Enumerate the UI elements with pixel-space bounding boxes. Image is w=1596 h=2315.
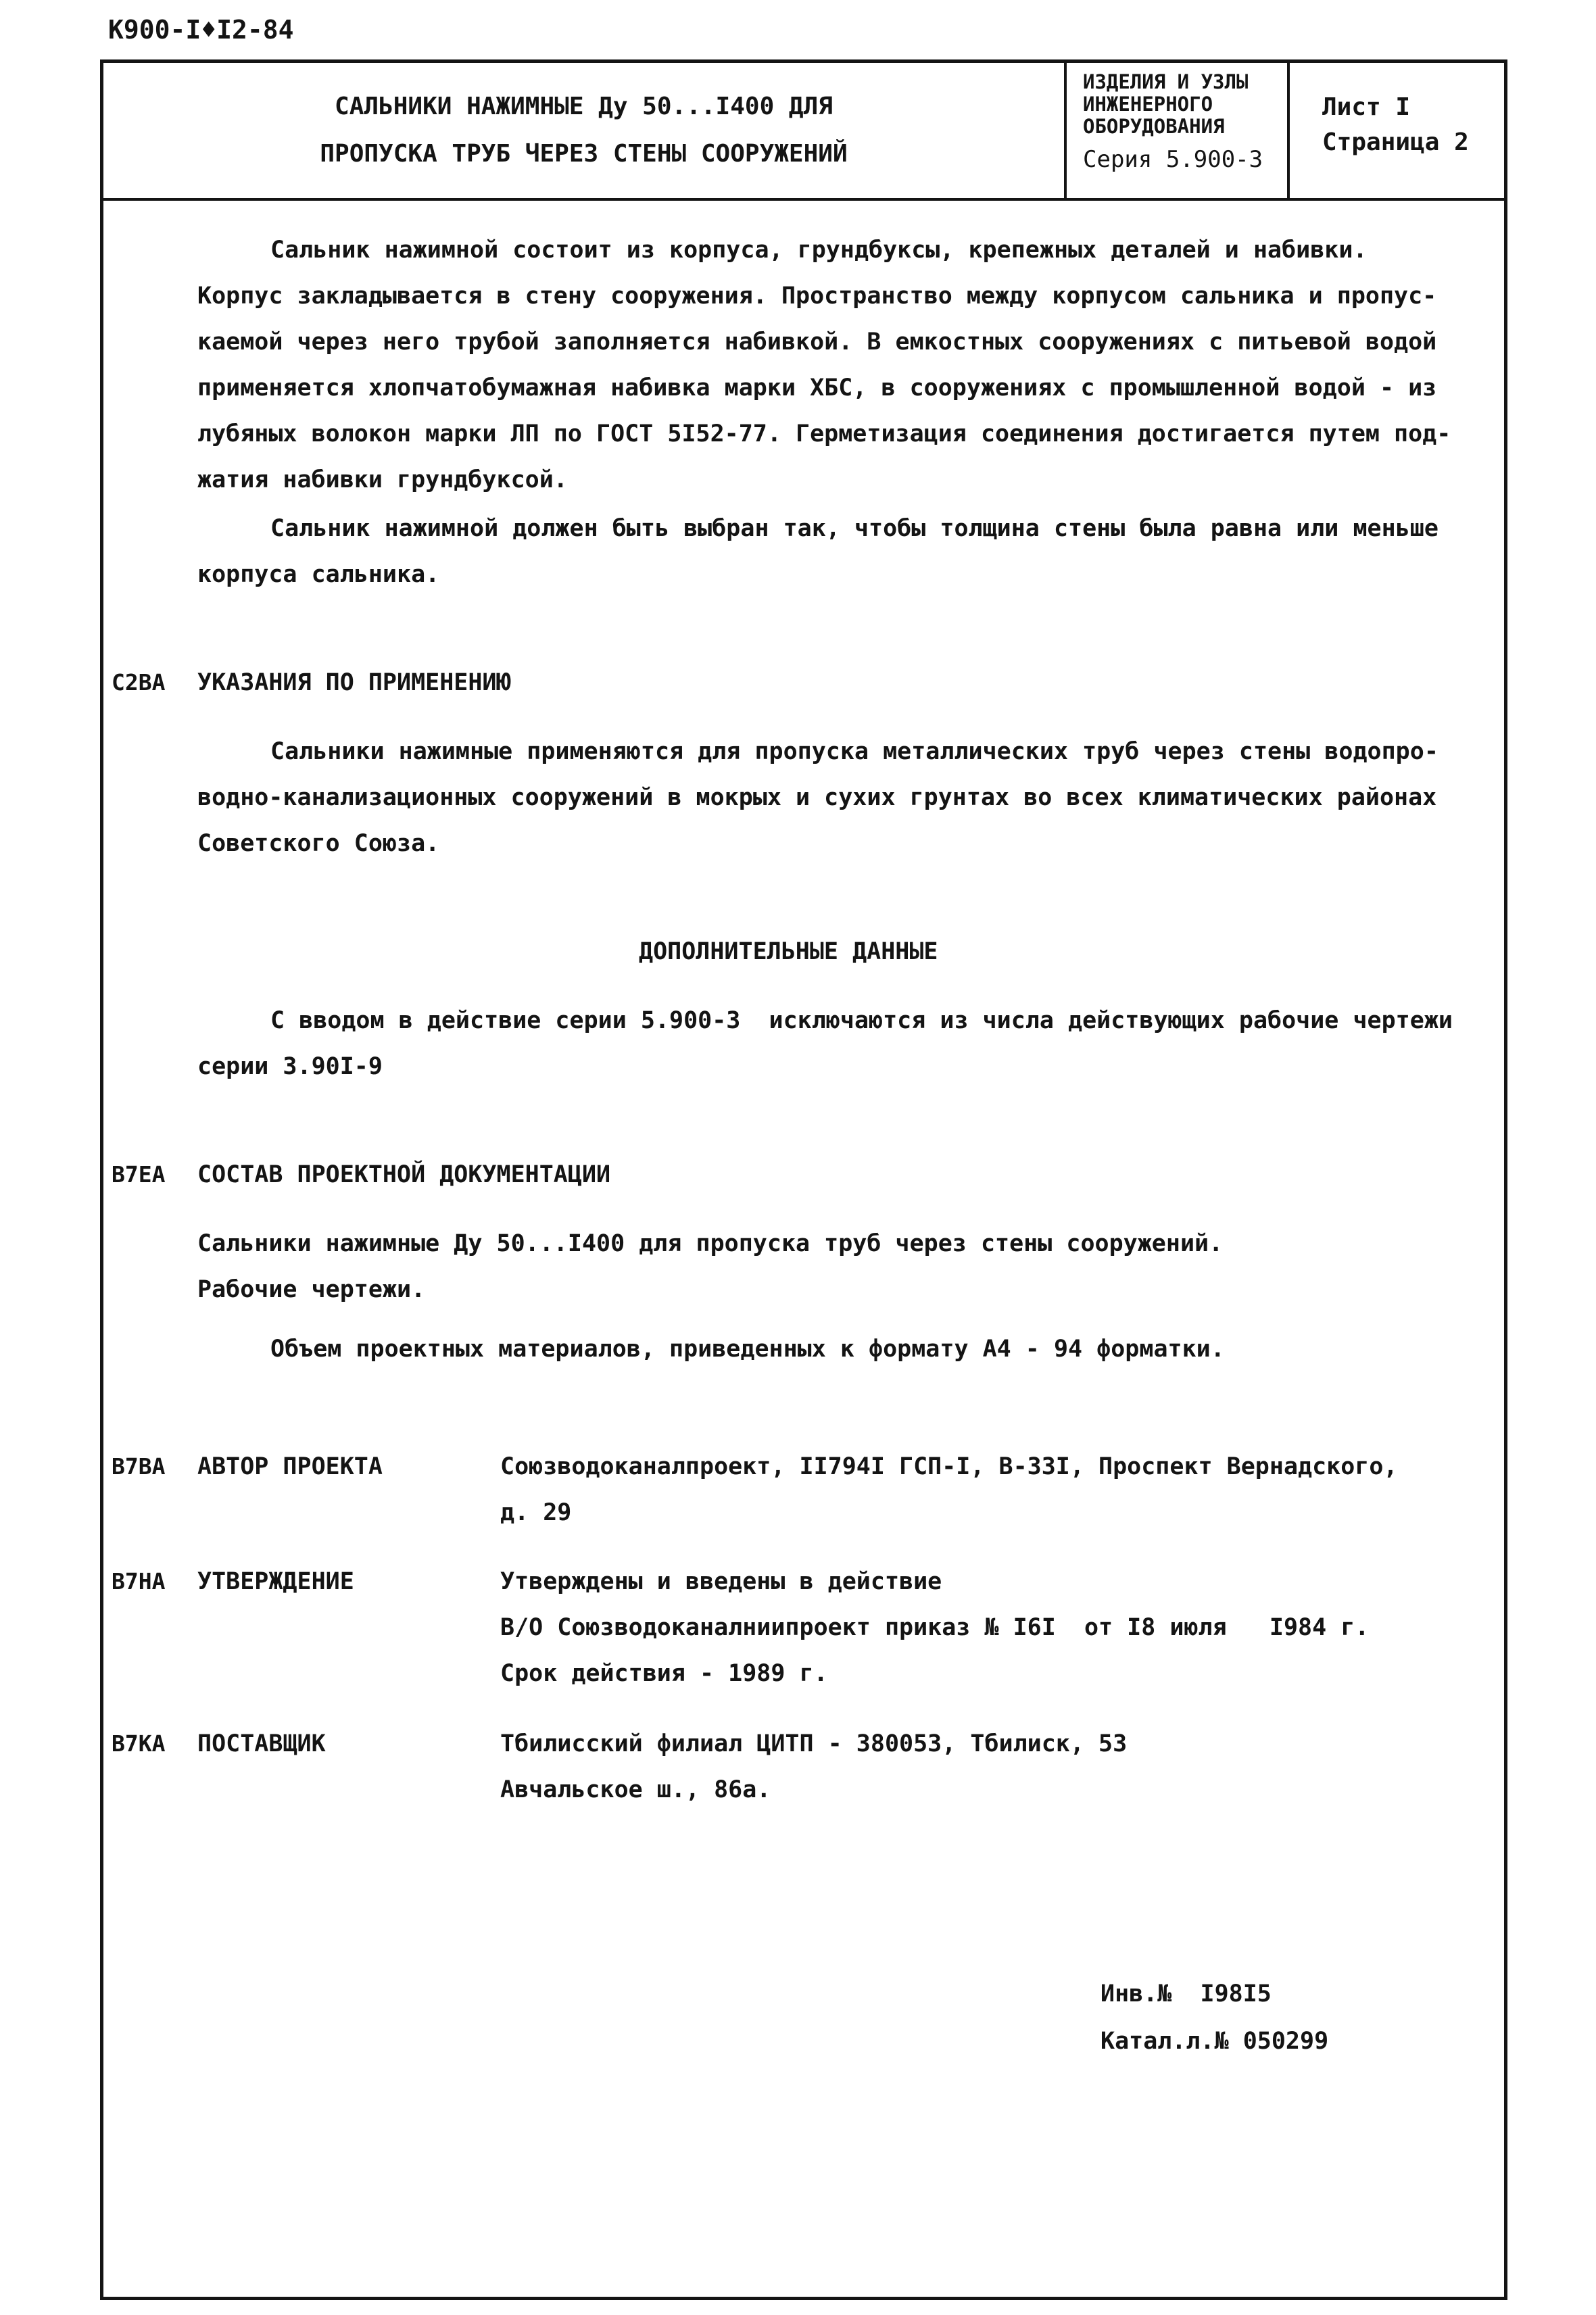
usage-line-1: Сальники нажимные применяются для пропуска металлических труб через стены водопро- [270, 738, 1438, 765]
document-code: К900-I♦I2-84 [108, 15, 294, 45]
heading-author: АВТОР ПРОЕКТА [197, 1453, 383, 1480]
category-line-1: ИЗДЕЛИЯ И УЗЛЫ [1083, 70, 1249, 93]
heading-docs: СОСТАВ ПРОЕКТНОЙ ДОКУМЕНТАЦИИ [197, 1161, 611, 1188]
heading-approval: УТВЕРЖДЕНИЕ [197, 1568, 354, 1595]
intro-line-4: применяется хлопчатобумажная набивка марки ХБС, в сооружениях с промышленной водой - из [197, 374, 1437, 401]
category-line-3: ОБОРУДОВАНИЯ [1083, 115, 1225, 138]
intro-line-5: лубяных волокон марки ЛП по ГОСТ 5I52-77. Герметизация соединения достигается путем под- [197, 420, 1451, 447]
intro-line-1: Сальник нажимной состоит из корпуса, грундбуксы, крепежных деталей и набивки. [270, 237, 1368, 264]
heading-usage: УКАЗАНИЯ ПО ПРИМЕНЕНИЮ [197, 669, 511, 696]
heading-supplier: ПОСТАВЩИК [197, 1730, 326, 1757]
approval-line-3: Срок действия - 1989 г. [500, 1660, 828, 1687]
section-code-usage: С2ВА [112, 669, 166, 696]
catalog-sheet-number: Катал.л.№ 050299 [1101, 2028, 1329, 2055]
title-line-2: ПРОПУСКА ТРУБ ЧЕРЕЗ СТЕНЫ СООРУЖЕНИЙ [320, 140, 848, 168]
docs-line-2: Рабочие чертежи. [197, 1276, 426, 1303]
usage-line-3: Советского Союза. [197, 830, 440, 857]
intro-line-7: Сальник нажимной должен быть выбран так, чтобы толщина стены была равна или меньше [270, 515, 1438, 542]
supplier-line-2: Авчальское ш., 86а. [500, 1776, 771, 1803]
supplier-line-1: Тбилисский филиал ЦИТП - 380053, Тбилиск, 53 [500, 1730, 1128, 1757]
intro-line-8: корпуса сальника. [197, 561, 440, 588]
heading-additional: ДОПОЛНИТЕЛЬНЫЕ ДАННЫЕ [639, 938, 938, 965]
docs-line-1: Сальники нажимные Ду 50...I400 для пропуска труб через стены сооружений. [197, 1230, 1224, 1257]
intro-line-3: каемой через него трубой заполняется набивкой. В емкостных сооружениях с питьевой водой [197, 328, 1437, 356]
series-number: Серия 5.900-3 [1083, 146, 1263, 173]
section-code-supplier: В7КА [112, 1730, 166, 1757]
usage-line-2: водно-канализационных сооружений в мокрых и сухих грунтах во всех климатических районах [197, 784, 1437, 811]
intro-line-6: жатия набивки грундбуксой. [197, 466, 568, 493]
page-number: Страница 2 [1322, 128, 1469, 156]
approval-line-1: Утверждены и введены в действие [500, 1568, 942, 1595]
author-line-2: д. 29 [500, 1499, 572, 1526]
additional-line-2: серии 3.90I-9 [197, 1053, 383, 1080]
series-cell [1067, 63, 1290, 198]
inventory-number: Инв.№ I98I5 [1101, 1980, 1272, 2007]
title-block [103, 63, 1504, 201]
document-title [103, 63, 1067, 198]
author-line-1: Союзводоканалпроект, II794I ГСП-I, В-33I, Проспект Вернадского, [500, 1453, 1398, 1480]
additional-line-1: С вводом в действие серии 5.900-3 исключаются из числа действующих рабочие чертежи [270, 1007, 1453, 1034]
category-line-2: ИНЖЕНЕРНОГО [1083, 93, 1213, 116]
section-code-approval: В7НА [112, 1568, 166, 1594]
intro-line-2: Корпус закладывается в стену сооружения. Пространство между корпусом сальника и пропус- [197, 283, 1437, 310]
sheet-cell [1290, 63, 1504, 198]
docs-line-3: Объем проектных материалов, приведенных к формату А4 - 94 форматки. [270, 1336, 1225, 1363]
title-line-1: САЛЬНИКИ НАЖИМНЫЕ Ду 50...I400 ДЛЯ [335, 93, 833, 120]
section-code-docs: В7ЕА [112, 1161, 166, 1188]
sheet-number: Лист I [1322, 93, 1411, 121]
approval-line-2: В/О Союзводоканалниипроект приказ № I6I от I8 июля I984 г. [500, 1614, 1370, 1641]
section-code-author: В7ВА [112, 1453, 166, 1480]
